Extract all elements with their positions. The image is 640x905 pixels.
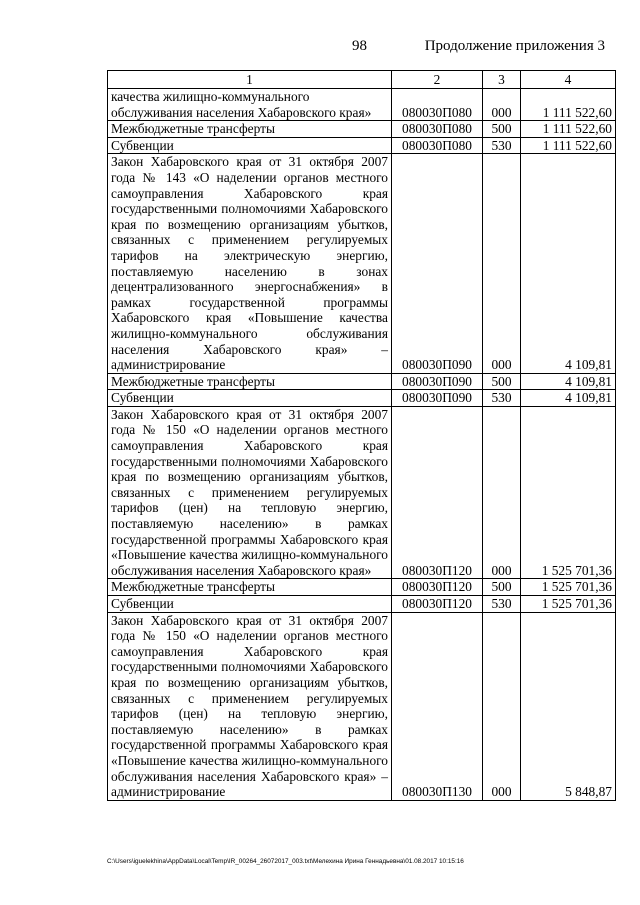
row-subcode: 500 — [483, 373, 521, 390]
row-code: 080030П090 — [392, 154, 483, 373]
row-code: 080030П080 — [392, 121, 483, 138]
table-row — [108, 596, 616, 613]
row-amount: 4 109,81 — [521, 154, 616, 373]
row-description: Субвенции — [108, 390, 392, 407]
column-header: 2 — [392, 71, 483, 89]
table-row — [108, 612, 616, 800]
table-header-row — [108, 71, 616, 89]
row-description: Субвенции — [108, 596, 392, 613]
row-subcode: 530 — [483, 390, 521, 407]
row-subcode: 000 — [483, 89, 521, 121]
row-subcode: 000 — [483, 406, 521, 579]
row-code: 080030П080 — [392, 137, 483, 154]
row-code: 080030П090 — [392, 373, 483, 390]
row-code: 080030П120 — [392, 579, 483, 596]
row-description: Межбюджетные трансферты — [108, 373, 392, 390]
table-row — [108, 390, 616, 407]
row-description: Субвенции — [108, 137, 392, 154]
row-amount: 1 111 522,60 — [521, 137, 616, 154]
table-row — [108, 89, 616, 121]
row-subcode: 530 — [483, 596, 521, 613]
column-header: 4 — [521, 71, 616, 89]
row-code: 080030П130 — [392, 612, 483, 800]
table-row — [108, 373, 616, 390]
row-subcode: 000 — [483, 612, 521, 800]
row-description: качества жилищно-коммунального обслуживания населения Хабаровского края» — [108, 89, 392, 121]
row-subcode: 530 — [483, 137, 521, 154]
row-code: 080030П120 — [392, 596, 483, 613]
row-subcode: 500 — [483, 579, 521, 596]
row-description: Закон Хабаровского края от 31 октября 2007 года № 150 «О наделении органов местного самоуправления Хабаровского края государственными полномочиями Хабаровского края по возмещению организациям убытков, связанных с применением регулируемых тарифов (цен) на тепловую энергию, поставляемую населению» в рамках государственной программы Хабаровского края «Повышение качества жилищно-коммунального обслуживания населения Хабаровского края» — [108, 406, 392, 579]
row-subcode: 500 — [483, 121, 521, 138]
column-header: 3 — [483, 71, 521, 89]
table-row — [108, 406, 616, 579]
row-description: Межбюджетные трансферты — [108, 579, 392, 596]
column-header: 1 — [108, 71, 392, 89]
row-amount: 1 525 701,36 — [521, 579, 616, 596]
row-description: Межбюджетные трансферты — [108, 121, 392, 138]
row-amount: 4 109,81 — [521, 373, 616, 390]
table-row — [108, 121, 616, 138]
table-row — [108, 154, 616, 373]
row-amount: 1 525 701,36 — [521, 406, 616, 579]
row-description: Закон Хабаровского края от 31 октября 2007 года № 150 «О наделении органов местного самоуправления Хабаровского края государственными полномочиями Хабаровского края по возмещению организациям убытков, связанных с применением регулируемых тарифов (цен) на тепловую энергию, поставляемую населению» в рамках государственной программы Хабаровского края «Повышение качества жилищно-коммунального обслуживания населения Хабаровского края» – администрирование — [108, 612, 392, 800]
row-description: Закон Хабаровского края от 31 октября 2007 года № 143 «О наделении органов местного самоуправления Хабаровского края государственными полномочиями Хабаровского края по возмещению организациям убытков, связанных с применением регулируемых тарифов на электрическую энергию, поставляемую населению в зонах децентрализованного энергоснабжения» в рамках государственной программы Хабаровского края «Повышение качества жилищно-коммунального обслуживания населения Хабаровского края» – администрирование — [108, 154, 392, 373]
row-code: 080030П120 — [392, 406, 483, 579]
row-amount: 1 111 522,60 — [521, 89, 616, 121]
row-amount: 4 109,81 — [521, 390, 616, 407]
budget-table — [107, 70, 616, 801]
row-amount: 1 111 522,60 — [521, 121, 616, 138]
table-row — [108, 137, 616, 154]
row-code: 080030П090 — [392, 390, 483, 407]
row-subcode: 000 — [483, 154, 521, 373]
file-path-footer: C:\Users\iguelekhina\AppData\Local\Temp\IR_00264_26072017_003.txt\Мелехина Ирина Геннадьевна\01.08.2017 10:15:16 — [107, 858, 464, 865]
table-body — [108, 89, 616, 801]
table-row — [108, 579, 616, 596]
page-number: 98 — [352, 38, 367, 54]
row-code: 080030П080 — [392, 89, 483, 121]
row-amount: 5 848,87 — [521, 612, 616, 800]
row-amount: 1 525 701,36 — [521, 596, 616, 613]
continuation-label: Продолжение приложения 3 — [424, 38, 605, 54]
